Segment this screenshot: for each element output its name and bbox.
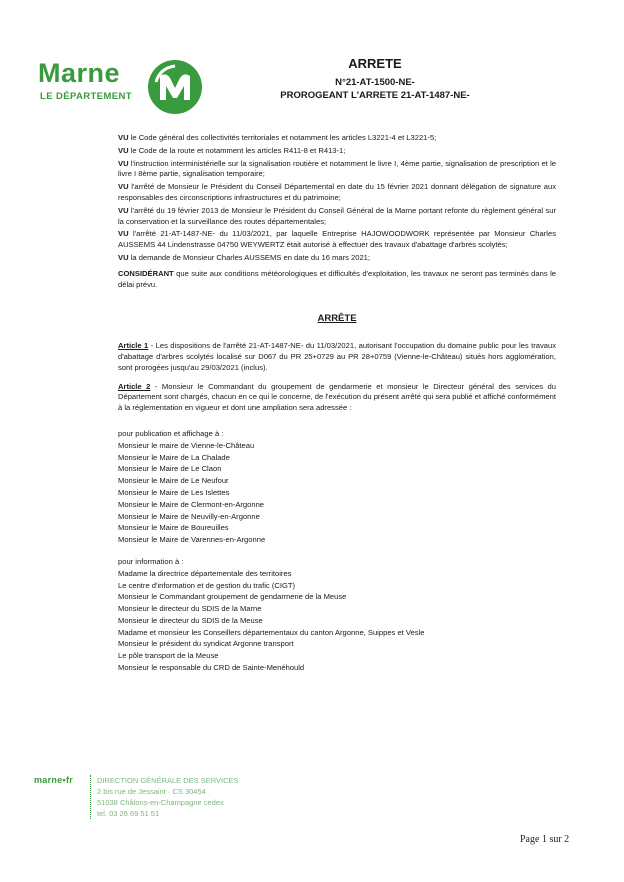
logo-subtitle: LE DÉPARTEMENT	[40, 91, 132, 102]
list-item: Monsieur le Maire de La Chalade	[118, 452, 230, 462]
list-item: Monsieur le Maire de Le Claon	[118, 464, 222, 474]
publication-intro: pour publication et affichage à :	[118, 428, 224, 438]
decree-body	[118, 133, 556, 674]
list-item: Monsieur le Maire de Varennes-en-Argonne	[118, 535, 266, 545]
footer-line: 51038 Châlons-en-Champagne cedex	[97, 798, 224, 807]
list-item: Monsieur le directeur du SDIS de la Meuse	[118, 615, 263, 625]
list-item: Monsieur le président du syndicat Argonne transport	[118, 639, 294, 649]
visa-item: VU la demande de Monsieur Charles AUSSEMS en date du 16 mars 2021;	[118, 252, 371, 262]
visa-item: VU le Code de la route et notamment les articles R411-8 et R413-1;	[118, 145, 346, 155]
list-item: Monsieur le Maire de Le Neufour	[118, 476, 229, 486]
list-item: Le centre d'information et de gestion du trafic (CIGT)	[118, 580, 296, 590]
visa-item: VU l'arrêté du 19 février 2013 de Monsieur le Président du Conseil Général de la Marne portant refonte du règlement général sur la conservation et la surveillance des routes départementales;	[118, 205, 556, 226]
list-item: Le pôle transport de la Meuse	[118, 651, 219, 661]
visa-item: VU le Code général des collectivités territoriales et notamment les articles L3221-4 et L3221-5;	[118, 133, 437, 142]
footer-line: 2 bis rue de Jessaint · CS 30454	[97, 787, 206, 796]
list-item: Monsieur le Maire de Les Islettes	[118, 487, 230, 497]
list-item: Monsieur le responsable du CRD de Sainte-Menéhould	[118, 663, 305, 673]
publication-list	[118, 428, 556, 546]
list-item: Monsieur le directeur du SDIS de la Marne	[118, 604, 262, 614]
information-intro: pour information à :	[118, 556, 184, 566]
list-item: Madame la directrice départementale des territoires	[118, 568, 292, 578]
marne-emblem-icon	[146, 58, 204, 116]
decree-header	[250, 55, 500, 102]
logo-wordmark: Marne	[38, 58, 121, 88]
article-2: Article 2 - Monsieur le Commandant du groupement de gendarmerie et monsieur le Directeur général des services du Département sont chargés, chacun en ce qui le concerne, de l'exécution du présent arrêté qui sera publié et affiché conformément à la réglementation en vigueur et dont une ampliation sera adressée :	[118, 381, 557, 413]
department-logo	[38, 58, 208, 118]
arrete-heading: ARRÊTE	[317, 313, 357, 325]
article-1: Article 1 - Les dispositions de l'arrêté 21-AT-1487-NE- du 11/03/2021, autorisant l'occupation du domaine public pour les travaux d'abattage d'arbres scolytés localisé sur D067 du PR 25+0729 au PR 28+0759 (Vienne-le-Château) situés hors agglomération, sont prorogées jusqu'au 29/03/2021 (inclus).	[118, 341, 556, 372]
footer-address	[90, 775, 297, 819]
visa-item: VU l'arrêté 21-AT-1487-NE- du 11/03/2021, par laquelle Entreprise HAJOWOODWORK représentée par Monsieur Charles AUSSEMS 44 Lindenstrasse 04750 WEYWERTZ était autorisé à effectuer des travaux d'abattage d'arbres scolytés;	[118, 229, 556, 250]
list-item: Monsieur le Maire de Boureuilles	[118, 523, 229, 533]
information-list	[118, 556, 556, 674]
visa-item: VU l'arrêté de Monsieur le Président du Conseil Départemental en date du 15 février 2021 donnant délégation de signature aux responsables des circonscriptions infrastructures et du patrimoine;	[118, 182, 556, 202]
list-item: Monsieur le Maire de Clermont-en-Argonne	[118, 499, 265, 509]
visa-list	[118, 133, 556, 264]
decree-number: N°21-AT-1500-NE-	[335, 77, 415, 88]
page-number: Page 1 sur 2	[520, 834, 570, 845]
considerant: CONSIDÉRANT que suite aux conditions météorologiques et difficultés d'exploitation, les travaux ne seront pas terminés dans le délai prévu.	[118, 268, 556, 289]
footer-line: DIRECTION GÉNÉRALE DES SERVICES	[97, 776, 239, 785]
list-item: Monsieur le Maire de Neuvilly-en-Argonne	[118, 511, 260, 521]
footer-site: marne•fr	[34, 775, 74, 785]
list-item: Madame et monsieur les Conseillers départementaux du canton Argonne, Suippes et Vesle	[118, 627, 425, 637]
footer-line: tel. 03 26 69 51 51	[97, 809, 160, 818]
list-item: Monsieur le maire de Vienne-le-Château	[118, 440, 255, 450]
visa-item: VU l'instruction interministérielle sur la signalisation routière et notamment le livre I, 4ème partie, signalisation de prescription et le livre I 8ème partie, signalisation temporaire;	[118, 158, 556, 179]
list-item: Monsieur le Commandant groupement de gendarmerie de la Meuse	[118, 592, 347, 602]
decree-subject: PROROGEANT L'ARRETE 21-AT-1487-NE-	[280, 90, 470, 101]
decree-title: ARRETE	[348, 56, 402, 71]
